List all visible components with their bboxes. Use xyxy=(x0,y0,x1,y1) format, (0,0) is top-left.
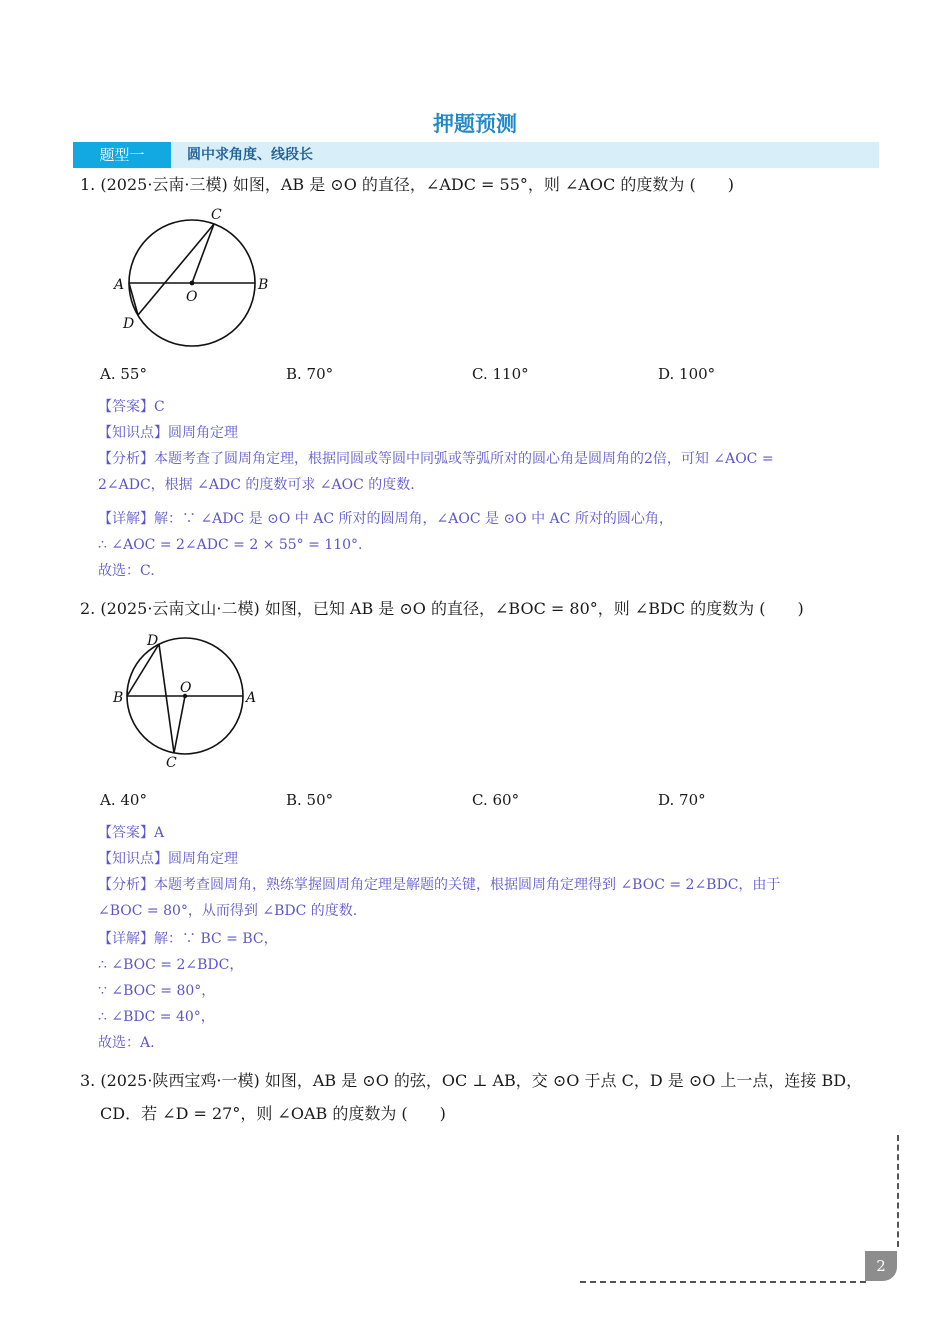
page-border-vertical-dashed xyxy=(897,1135,899,1247)
section-topic: 圆中求角度、线段长 xyxy=(187,147,313,163)
question-1-detail-line-3: 故选：C. xyxy=(98,563,155,579)
question-1-option-a: A. 55° xyxy=(100,365,147,383)
question-1-figure xyxy=(108,200,283,354)
question-2-knowledge: 【知识点】圆周角定理 xyxy=(98,851,238,867)
question-1-analysis-line-1: 【分析】本题考查了圆周角定理，根据同圆或等圆中同弧或等弧所对的圆心角是圆周角的2倍，可知 ∠AOC = xyxy=(98,451,774,467)
question-2-option-c: C. 60° xyxy=(472,791,520,809)
question-2-answer: 【答案】A xyxy=(98,825,165,841)
question-2-detail-line-2: ∴ ∠BOC = 2∠BDC， xyxy=(98,957,244,973)
figure-1-label-b: B xyxy=(258,277,269,293)
question-2-figure xyxy=(108,628,268,777)
question-1-option-c: C. 110° xyxy=(472,365,529,383)
section-tag: 题型一 xyxy=(73,142,171,168)
page-title: 押题预测 xyxy=(433,112,517,136)
question-2-option-d: D. 70° xyxy=(658,791,706,809)
question-1-detail-line-1: 【详解】解：∵ ∠ADC 是 ⊙O 中 AC 所对的圆周角，∠AOC 是 ⊙O 中 AC 所对的圆心角， xyxy=(98,511,673,527)
figure-2-label-c: C xyxy=(166,755,177,771)
question-2-analysis-line-2: ∠BOC = 80°，从而得到 ∠BDC 的度数. xyxy=(98,903,358,919)
question-2-detail-line-1: 【详解】解：∵ BC = BC， xyxy=(98,931,278,947)
question-1-stem: 1. (2025·云南·三模) 如图，AB 是 ⊙O 的直径，∠ADC = 55°，则 ∠AOC 的度数为 ( ) xyxy=(80,175,734,194)
question-1-option-b: B. 70° xyxy=(286,365,334,383)
question-2-stem: 2. (2025·云南文山·二模) 如图，已知 AB 是 ⊙O 的直径，∠BOC = 80°，则 ∠BDC 的度数为 ( ) xyxy=(80,599,804,618)
question-3-stem-line-1: 3. (2025·陕西宝鸡·一模) 如图，AB 是 ⊙O 的弦，OC ⊥ AB，交 ⊙O 于点 C，D 是 ⊙O 上一点，连接 BD， xyxy=(80,1071,863,1090)
question-2-option-a: A. 40° xyxy=(100,791,147,809)
figure-1-label-c: C xyxy=(211,207,222,223)
question-2-detail-line-5: 故选：A. xyxy=(98,1035,155,1051)
figure-2-label-o: O xyxy=(180,680,192,696)
figure-1-label-d: D xyxy=(123,316,135,332)
section-header xyxy=(73,142,879,168)
question-2-analysis-line-1: 【分析】本题考查圆周角，熟练掌握圆周角定理是解题的关键，根据圆周角定理得到 ∠BOC = 2∠BDC，由于 xyxy=(98,877,781,893)
question-3-stem-line-2: CD．若 ∠D = 27°，则 ∠OAB 的度数为 ( ) xyxy=(100,1104,446,1123)
question-2-option-b: B. 50° xyxy=(286,791,334,809)
question-2-detail-line-3: ∵ ∠BOC = 80°， xyxy=(98,983,216,999)
figure-2-label-b: B xyxy=(113,690,124,706)
page-border-horizontal-dashed xyxy=(580,1281,866,1283)
figure-2-label-d: D xyxy=(147,633,159,649)
figure-2-label-a: A xyxy=(246,690,257,706)
question-2-detail-line-4: ∴ ∠BDC = 40°， xyxy=(98,1009,215,1025)
figure-1-label-o: O xyxy=(186,289,198,305)
question-1-answer: 【答案】C xyxy=(98,399,165,415)
figure-1-label-a: A xyxy=(114,277,125,293)
question-1-option-d: D. 100° xyxy=(658,365,716,383)
question-1-knowledge: 【知识点】圆周角定理 xyxy=(98,425,238,441)
question-1-analysis-line-2: 2∠ADC，根据 ∠ADC 的度数可求 ∠AOC 的度数. xyxy=(98,477,415,493)
question-1-detail-line-2: ∴ ∠AOC = 2∠ADC = 2 × 55° = 110°. xyxy=(98,537,363,553)
page-number: 2 xyxy=(865,1251,897,1281)
